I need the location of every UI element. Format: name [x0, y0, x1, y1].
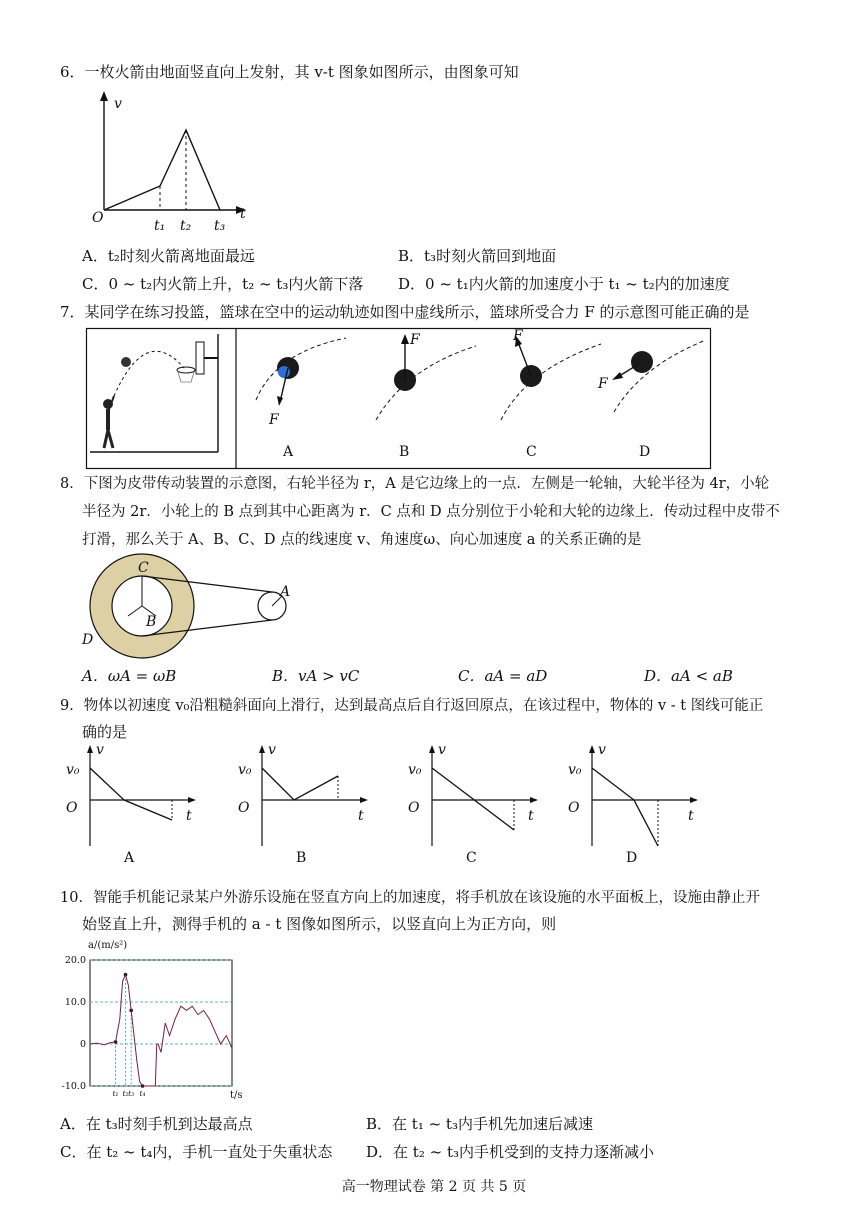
q10-option-d[interactable]: D．在 t₂ ~ t₃内手机受到的支持力逐渐减小: [366, 1143, 654, 1161]
q9-a-origin: O: [66, 800, 78, 816]
q9-d-axis-v: v: [598, 742, 606, 758]
q9-a-axis-t: t: [186, 808, 192, 824]
q7-panel-label-b: B: [399, 444, 410, 460]
q9-c-v0: v₀: [408, 762, 422, 778]
q6-stem: 6．一枚火箭由地面竖直向上发射，其 v-t 图象如图所示，由图象可知: [60, 63, 519, 81]
chart-ytick-label: -10.0: [61, 1081, 86, 1092]
q9-panel-label-a: A: [124, 850, 135, 866]
q6-option-d[interactable]: D．0 ~ t₁内火箭的加速度小于 t₁ ~ t₂内的加速度: [398, 275, 730, 293]
q9-graph-a: [60, 742, 200, 866]
q7-panel-label-d: D: [639, 444, 651, 460]
chart-xtick-label: t₃: [128, 1089, 135, 1098]
q9-d-origin: O: [568, 800, 580, 816]
q6-option-b[interactable]: B．t₃时刻火箭回到地面: [398, 247, 557, 265]
q9-graph-b: [232, 742, 372, 866]
page-footer: 高一物理试卷 第 2 页 共 5 页: [341, 1179, 527, 1195]
chart-xtick-label: t₂: [122, 1089, 129, 1098]
q9-stem-line1: 9．物体以初速度 v₀沿粗糙斜面向上滑行，达到最高点后自行返回原点，在该过程中，物体的 v - t 图线可能正: [60, 698, 764, 714]
q8-belt-diagram: [80, 552, 310, 658]
chart-ytick-label: 0: [79, 1039, 86, 1050]
chart-ytick-label: 10.0: [64, 997, 86, 1008]
q9-c-axis-v: v: [438, 742, 446, 758]
chart-ytick-label: 20.0: [64, 955, 86, 966]
q8-stem-line2: 半径为 2r．小轮上的 B 点到其中心距离为 r．C 点和 D 点分别位于小轮和大轮的边缘上．传动过程中皮带不: [82, 504, 780, 520]
q6-axis-t: t: [240, 206, 246, 222]
q7-panel-label-a: A: [283, 444, 294, 460]
chart-ylabel: a/(m/s²): [88, 940, 128, 951]
q6-t2: t₂: [180, 218, 192, 234]
q8-option-c[interactable]: C．aA = aD: [458, 667, 548, 685]
q9-b-axis-v: v: [268, 742, 276, 758]
q8-option-a[interactable]: A．ωA = ωB: [82, 667, 177, 685]
q8-point-c: C: [138, 560, 149, 576]
q8-point-b: B: [146, 614, 157, 630]
q6-option-a[interactable]: A．t₂时刻火箭离地面最远: [82, 247, 255, 265]
q6-axis-v: v: [114, 96, 122, 112]
q8-point-d: D: [82, 632, 94, 648]
q8-option-d[interactable]: D．aA < aB: [644, 667, 733, 685]
q8-option-b[interactable]: B．vA > vC: [272, 667, 360, 685]
q9-d-v0: v₀: [568, 762, 582, 778]
q6-t3: t₃: [214, 218, 226, 234]
q9-panel-label-d: D: [626, 850, 638, 866]
q7-stem: 7．某同学在练习投篮，篮球在空中的运动轨迹如图中虚线所示，篮球所受合力 F 的示意图可能正确的是: [60, 303, 750, 321]
q9-graph-d: [562, 742, 702, 866]
q8-stem-line1: 8．下图为皮带传动装置的示意图，右轮半径为 r，A 是它边缘上的一点．左侧是一轮轴，大轮半径为 4r，小轮: [60, 476, 770, 492]
q6-vt-graph: [80, 88, 260, 238]
q9-c-axis-t: t: [528, 808, 534, 824]
q10-at-chart: [54, 938, 244, 1108]
q10-option-c[interactable]: C．在 t₂ ~ t₄内，手机一直处于失重状态: [60, 1143, 333, 1161]
chart-xtick-label: t₄: [139, 1089, 146, 1098]
q9-panel-label-b: B: [296, 850, 307, 866]
q9-b-axis-t: t: [358, 808, 364, 824]
q7-force-label-a: F: [269, 412, 279, 428]
q9-b-v0: v₀: [238, 762, 252, 778]
q7-force-label-d: F: [598, 376, 608, 392]
q10-option-b[interactable]: B．在 t₁ ~ t₃内手机先加速后减速: [366, 1115, 593, 1133]
q6-origin: O: [92, 210, 104, 226]
q7-panel-label-c: C: [526, 444, 537, 460]
q6-option-c[interactable]: C．0 ~ t₂内火箭上升，t₂ ~ t₃内火箭下落: [82, 275, 364, 293]
q6-t1: t₁: [154, 218, 166, 234]
chart-xtick-label: t₁: [112, 1089, 119, 1098]
q10-option-a[interactable]: A．在 t₃时刻手机到达最高点: [60, 1115, 253, 1133]
q7-force-label-c: F: [513, 328, 523, 344]
q9-graph-c: [402, 742, 542, 866]
q7-figure: [86, 328, 712, 470]
chart-xlabel: t/s: [230, 1090, 243, 1101]
q9-a-axis-v: v: [96, 742, 104, 758]
q9-c-origin: O: [408, 800, 420, 816]
q8-point-a: A: [280, 584, 291, 600]
q10-stem-line1: 10．智能手机能记录某户外游乐设施在竖直方向上的加速度，将手机放在该设施的水平面板上，设施由静止开: [60, 890, 760, 906]
q10-stem-line2: 始竖直上升，测得手机的 a - t 图像如图所示，以竖直向上为正方向，则: [82, 915, 557, 933]
q9-d-axis-t: t: [688, 808, 694, 824]
q9-panel-label-c: C: [466, 850, 477, 866]
q8-stem-line3: 打滑，那么关于 A、B、C、D 点的线速度 v、角速度ω、向心加速度 a 的关系正确的是: [82, 532, 642, 548]
chart-series-line: [90, 975, 232, 1086]
q9-stem-line2: 确的是: [82, 723, 128, 741]
q9-a-v0: v₀: [66, 762, 80, 778]
q9-b-origin: O: [238, 800, 250, 816]
q7-force-label-b: F: [410, 332, 420, 348]
